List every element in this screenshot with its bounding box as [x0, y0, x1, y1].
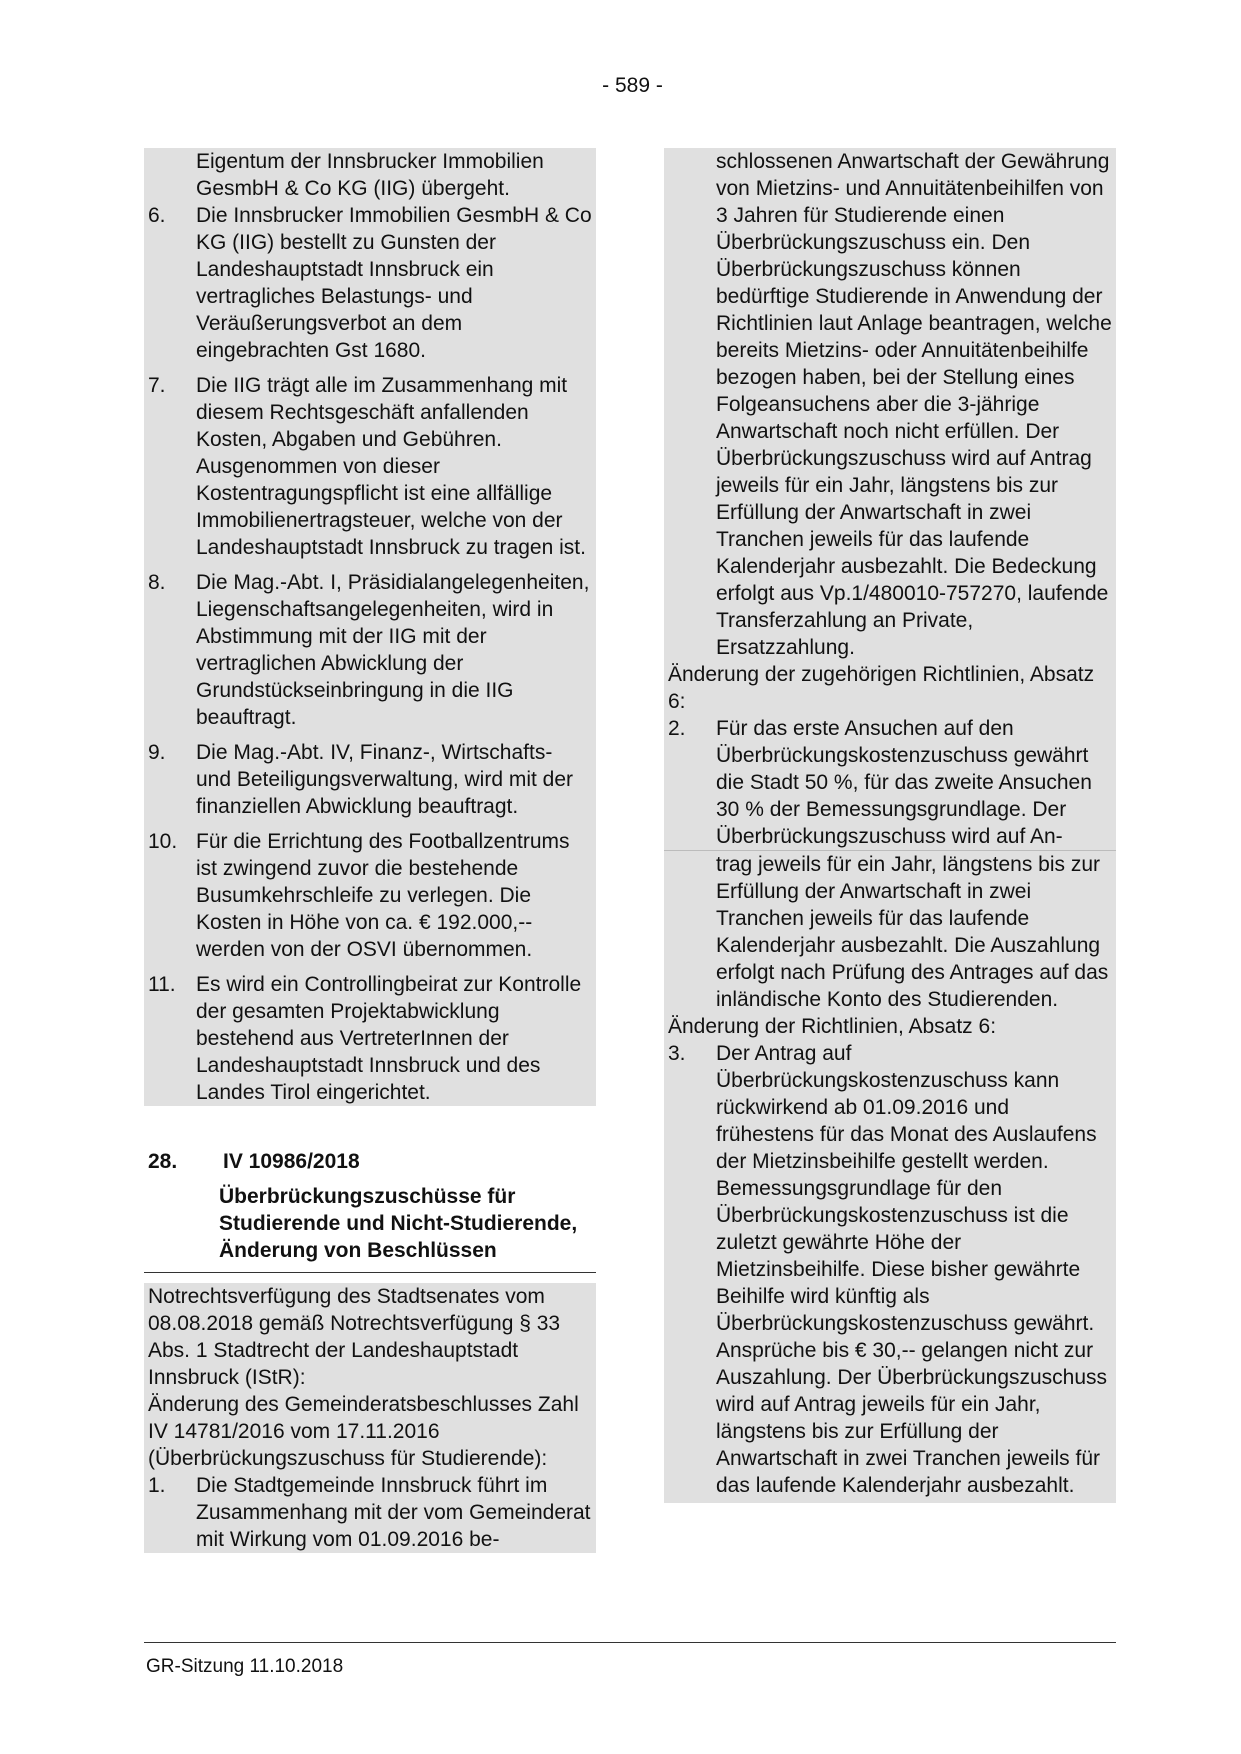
item-text: Der Antrag auf Überbrückungskostenzuschuss kann rückwirkend ab 01.09.2016 und frühestens für das Monat des Auslaufens der Mietzinsbeihilfe gestellt werden. Bemessungsgrundlage für den Überbrückungskostenzuschuss ist die zuletzt gewährte Höhe der Mietzinsbeihilfe. Diese bisher gewährte Beihilfe wird künftig als Überbrückungskostenzuschuss gewährt. Ansprüche bis € 30,-- gelangen nicht zur Auszahlung. Der Überbrückungszuschuss wird auf Antrag jeweils für ein Jahr, längstens bis zur Erfüllung der Anwartschaft in zwei Tranchen jeweils für das laufende Kalenderjahr ausbezahlt. [716, 1042, 1108, 1497]
heading-reference: IV 10986/2018 [223, 1150, 360, 1173]
list-item-10 [148, 828, 592, 963]
item-text: Die Stadtgemeinde Innsbruck führt im Zusammenhang mit der vom Gemeinderat mit Wirkung vom 01.09.2016 be- [196, 1474, 591, 1551]
list-item-9 [148, 739, 592, 820]
item-text: Die Mag.-Abt. IV, Finanz-, Wirtschafts- und Beteiligungsverwaltung, wird mit der finanziellen Abwicklung beauftragt. [196, 741, 574, 818]
list-item-3 [668, 1040, 1112, 1503]
item-number: 6. [148, 204, 166, 227]
page-number: - 589 - [602, 74, 663, 97]
item-number: 11. [148, 973, 176, 996]
item-number: 3. [668, 1042, 686, 1065]
heading-row [148, 1148, 592, 1175]
right-column [664, 148, 1116, 1503]
paragraph-richtlinien-1: Änderung der zugehörigen Richtlinien, Absatz 6: [668, 663, 1095, 713]
left-column [144, 148, 596, 1553]
list-item-11 [148, 971, 592, 1106]
item1-continuation: schlossenen Anwartschaft der Gewährung von Mietzins- und Annuitätenbeihilfen von 3 Jahren für Studierende einen Überbrückungszuschuss ein. Den Überbrückungszuschuss können bedürftige Studierende in Anwendung der Richtlinien laut Anlage beantragen, welche bereits Mietzins- oder Annuitätenbeihilfe bezogen haben, bei der Stellung eines Folgeansuchens aber die 3-jährige Anwartschaft noch nicht erfüllen. Der Überbrückungszuschuss wird auf Antrag jeweils für ein Jahr, längstens bis zur Erfüllung der Anwartschaft in zwei Tranchen jeweils für das laufende Kalenderjahr ausbezahlt. Die Bedeckung erfolgt aus Vp.1/480010-757270, laufende Transferzahlung an Private, Ersatzzahlung. [716, 150, 1112, 659]
item-number: 9. [148, 741, 166, 764]
right-gray-block [664, 148, 1116, 1503]
item-number: 7. [148, 374, 166, 397]
list-item-7 [148, 372, 592, 561]
item-number: 1. [148, 1474, 166, 1497]
item-number: 2. [668, 717, 686, 740]
list-item-1 [148, 1472, 592, 1553]
intro-continuation: Eigentum der Innsbrucker Immobilien GesmbH & Co KG (IIG) übergeht. [196, 150, 544, 200]
agenda-heading [144, 1148, 596, 1175]
heading-divider [144, 1272, 596, 1273]
item-text: Die IIG trägt alle im Zusammenhang mit diesem Rechtsgeschäft anfallenden Kosten, Abgaben und Gebühren. Ausgenommen von dieser Kostentragungspflicht ist eine allfällige Immobilienertragsteuer, welche von der Landeshauptstadt Innsbruck zu tragen ist. [196, 374, 586, 559]
item-number: 8. [148, 571, 166, 594]
list-item-8 [148, 569, 592, 731]
paragraph-aenderung: Änderung des Gemeinderatsbeschlusses Zahl IV 14781/2016 vom 17.11.2016 (Überbrückungszuschuss für Studierende): [148, 1393, 579, 1470]
left-gray-block-1 [144, 148, 596, 1106]
list-item-2 [668, 715, 1112, 850]
heading-number: 28. [148, 1150, 178, 1173]
item-text: Die Mag.-Abt. I, Präsidialangelegenheiten, Liegenschaftsangelegenheiten, wird in Abstimmung mit der IIG mit der vertraglichen Abwicklung der Grundstückseinbringung in die IIG beauftragt. [196, 571, 590, 729]
item-text-a: Für das erste Ansuchen auf den Überbrückungskostenzuschuss gewährt die Stadt 50 %, für das zweite Ansuchen 30 % der Bemessungsgrundlage. Der Überbrückungszuschuss wird auf An- [716, 717, 1092, 848]
paragraph-notrecht: Notrechtsverfügung des Stadtsenates vom 08.08.2018 gemäß Notrechtsverfügung § 33 Abs. 1 Stadtrecht der Landeshauptstadt Innsbruck (IStR): [148, 1285, 561, 1389]
item-text: Für die Errichtung des Footballzentrums ist zwingend zuvor die bestehende Busumkehrschleife zu verlegen. Die Kosten in Höhe von ca. € 192.000,-- werden von der OSVI übernommen. [196, 830, 570, 961]
list-item-6 [148, 202, 592, 364]
item-text: Es wird ein Controllingbeirat zur Kontrolle der gesamten Projektabwicklung bestehend aus VertreterInnen der Landeshauptstadt Innsbruck und des Landes Tirol eingerichtet. [196, 973, 582, 1104]
left-gray-block-2 [144, 1283, 596, 1553]
paragraph-richtlinien-2: Änderung der Richtlinien, Absatz 6: [668, 1015, 997, 1038]
item-number: 10. [148, 830, 178, 853]
footer-text: GR-Sitzung 11.10.2018 [146, 1656, 344, 1677]
footer-divider [144, 1642, 1116, 1643]
heading-title: Überbrückungszuschüsse für Studierende und Nicht-Studierende, Änderung von Beschlüssen [219, 1185, 578, 1262]
item-text: Die Innsbrucker Immobilien GesmbH & Co KG (IIG) bestellt zu Gunsten der Landeshauptstadt Innsbruck ein vertragliches Belastungs- und Veräußerungsverbot an dem eingebrachten Gst 1680. [196, 204, 592, 362]
item-text-b: trag jeweils für ein Jahr, längstens bis zur Erfüllung der Anwartschaft in zwei Tranchen jeweils für das laufende Kalenderjahr ausbezahlt. Die Auszahlung erfolgt nach Prüfung des Antrages auf das inländische Konto des Studierenden. [716, 853, 1109, 1011]
